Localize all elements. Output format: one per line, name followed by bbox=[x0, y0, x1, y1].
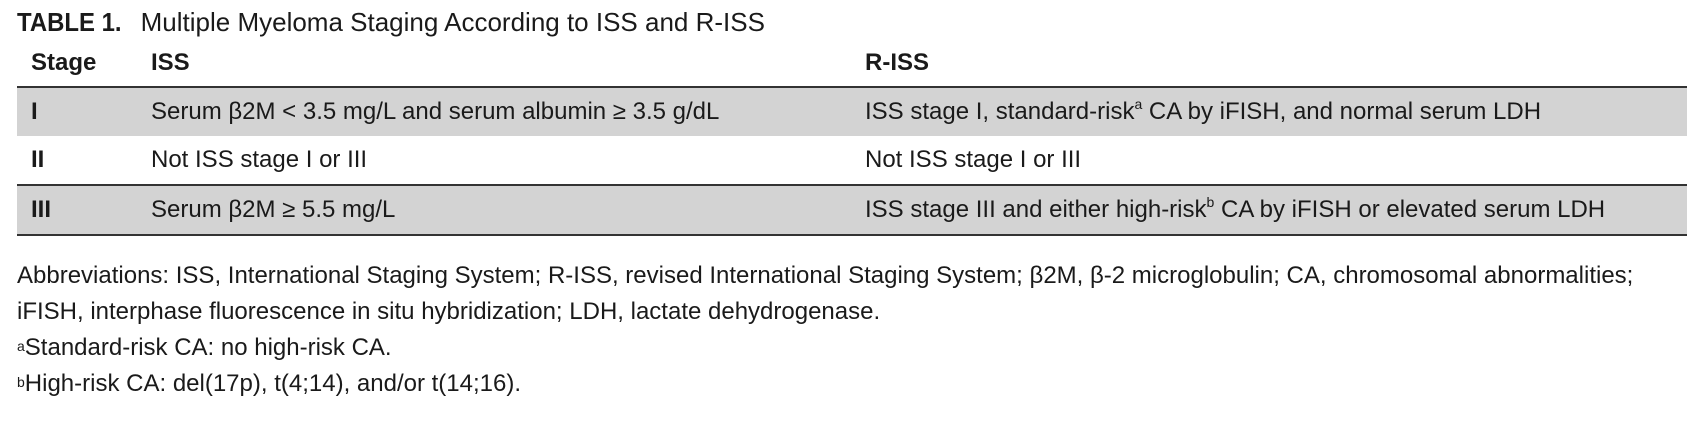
footnote-b bbox=[17, 366, 1687, 402]
footnote-text: High-risk CA: del(17p), t(4;14), and/or t(14;16). bbox=[24, 370, 522, 397]
footnote-marker: a bbox=[1134, 96, 1143, 112]
footnote-marker: b bbox=[17, 374, 25, 390]
header-iss: ISS bbox=[137, 40, 851, 87]
riss-text: ISS stage III and either high-risk bbox=[865, 196, 1207, 223]
footnote-text: Standard-risk CA: no high-risk CA. bbox=[24, 334, 392, 361]
table-title: Multiple Myeloma Staging According to ISS and R-ISS bbox=[140, 7, 765, 37]
footnote-marker: b bbox=[1206, 194, 1215, 210]
riss-text: ISS stage I, standard-risk bbox=[865, 98, 1135, 125]
stage-cell: III bbox=[17, 185, 137, 235]
riss-cell bbox=[851, 87, 1687, 136]
riss-text: CA by iFISH or elevated serum LDH bbox=[1214, 196, 1606, 223]
document-page bbox=[17, 0, 1687, 402]
stage-cell: I bbox=[17, 87, 137, 136]
table-label: TABLE 1. bbox=[17, 7, 122, 37]
riss-cell bbox=[851, 136, 1687, 185]
iss-cell: Serum β2M < 3.5 mg/L and serum albumin ≥ 3.5 g/dL bbox=[137, 87, 851, 136]
table-footnotes bbox=[17, 258, 1687, 402]
abbreviations-note: Abbreviations: ISS, International Staging System; R-ISS, revised International Staging System; β2M, β-2 microglobulin; CA, chromosomal abnormalities; iFISH, interphase fluorescence in situ hybridization; LDH, lactate dehydrogenase. bbox=[17, 262, 1634, 325]
iss-cell: Serum β2M ≥ 5.5 mg/L bbox=[137, 185, 851, 235]
footnote-a bbox=[17, 330, 1687, 366]
table-header-row bbox=[17, 40, 1687, 87]
riss-text: Not ISS stage I or III bbox=[865, 146, 1082, 173]
staging-table bbox=[17, 40, 1687, 236]
riss-cell bbox=[851, 185, 1687, 235]
iss-cell: Not ISS stage I or III bbox=[137, 136, 851, 185]
footnote-marker: a bbox=[17, 338, 25, 354]
header-riss: R-ISS bbox=[851, 40, 1687, 87]
table-row bbox=[17, 87, 1687, 136]
table-row bbox=[17, 136, 1687, 185]
header-stage: Stage bbox=[17, 40, 137, 87]
stage-cell: II bbox=[17, 136, 137, 185]
table-caption bbox=[17, 0, 1687, 40]
table-row bbox=[17, 185, 1687, 235]
riss-text: CA by iFISH, and normal serum LDH bbox=[1142, 98, 1542, 125]
